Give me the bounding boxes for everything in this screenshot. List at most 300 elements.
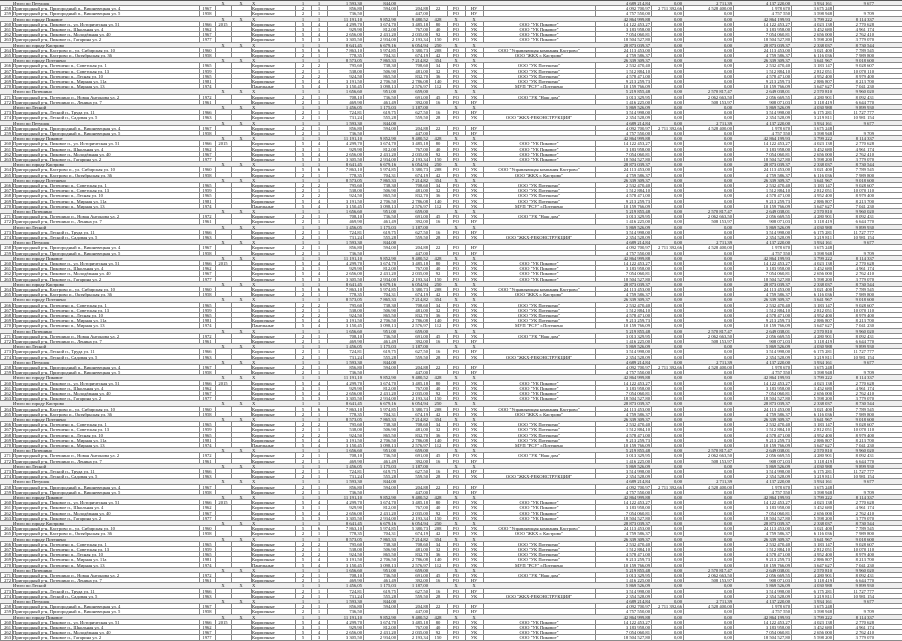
cell-s3: 1 978 670 [771, 6, 790, 12]
cell-x2: X [239, 375, 243, 381]
cell-sum1: 4 759 586,37 [625, 172, 650, 178]
cell-sum1: 9 213 259,73 [625, 437, 650, 443]
cell-area2: 594,00 [383, 6, 396, 12]
cell-year: 1981 [202, 79, 212, 84]
cell-s3: 4 137 220,00 [765, 120, 790, 126]
cell-area3: 1 187,00 [411, 344, 428, 350]
cell-no: 263 [4, 37, 11, 43]
cell-res: РО [453, 302, 459, 308]
cell-area3: 447,00 [415, 609, 428, 615]
cell-res: РО [453, 219, 459, 225]
cell-address: Пригородный р-н, Потешено п., Советская ул. 1 [13, 63, 107, 69]
cell-area3: 659,00 [415, 209, 428, 214]
cell-manage: УК [470, 427, 478, 433]
cell-floors: 2 [301, 609, 305, 615]
cell-mat: Кирпичные [252, 73, 275, 79]
cell-v: 0,00 [673, 505, 682, 511]
cell-address: Пригородный р-н, Потешено п., Мирная ул. 13 [13, 443, 105, 448]
cell-area2: 7 865,33 [379, 58, 396, 64]
cell-s3: 7 054 060,81 [765, 271, 790, 277]
cell-address: Итого по городу Кастрово [13, 521, 65, 526]
cell-area2: 619,75 [383, 588, 396, 594]
cell-sum1: 14 122 453,27 [623, 380, 650, 386]
cell-floors: 1 [301, 614, 305, 620]
cell-floors: 3 [301, 266, 305, 272]
cell-manage: X [472, 344, 476, 350]
cell-sum1: 4 092 700,97 [625, 125, 650, 131]
cell-s5: 8 092 431 [855, 453, 874, 459]
cell-area3: 5 380,73 [411, 287, 428, 292]
cell-s5: 10 981 154 [853, 474, 874, 480]
cell-area3: 627,50 [415, 588, 428, 594]
cell-v: 0,00 [673, 333, 682, 339]
cell-s4: 2 886 807 [813, 437, 832, 443]
cell-s2: 0,00 [723, 105, 732, 110]
cell-area: 778,35 [349, 531, 362, 537]
cell-sum1: 2 532 470,40 [625, 422, 650, 428]
cell-s5: 3 779 070 [855, 157, 874, 162]
cell-res: РО [453, 73, 459, 79]
cell-manage: X [472, 42, 476, 48]
cell-sum1: 5 219 855,48 [625, 567, 650, 573]
cell-s4: 2 570 810 [813, 209, 832, 214]
cell-address: Пригородный р-н, Пригородный п., Вишневецкая ул. 5 [13, 370, 121, 376]
cell-no: 265 [4, 531, 11, 537]
cell-floors: 2 [301, 11, 305, 17]
cell-s3: 2 354 528,09 [765, 593, 790, 599]
cell-area3: 659,00 [415, 328, 428, 334]
cell-x1: X [221, 281, 225, 287]
cell-manage: НУ [470, 588, 478, 594]
cell-s5: 8 213 700 [855, 79, 874, 84]
cell-year: 1958 [202, 131, 212, 136]
cell-area2: 738,30 [383, 183, 396, 188]
cell-sum1: 5 219 855,48 [625, 89, 650, 95]
cell-res: РО [453, 562, 459, 568]
cell-area3: 767,00 [415, 266, 428, 272]
cell-area: 3 191,50 [345, 79, 362, 84]
cell-v: 0,00 [673, 276, 682, 282]
cell-address: Пригородный р-н, Пиковое п., Молодёжная ул. 40 [13, 32, 111, 38]
cell-s5: 9 899 930 [855, 583, 874, 589]
cell-s4: 3 675 248 [813, 245, 832, 251]
cell-area: 3 305,50 [345, 635, 362, 641]
cell-area: 8 641,45 [345, 401, 362, 407]
cell-apts: 250 [434, 401, 442, 407]
cell-sum1: 1 416 225,00 [625, 339, 650, 344]
cell-area2: 844,00 [383, 240, 396, 246]
cell-v: 0,00 [673, 417, 682, 422]
cell-mat: Кирпичные [252, 557, 275, 563]
cell-mat: Кирпичные [252, 37, 275, 43]
cell-s2: 0,00 [723, 188, 732, 194]
cell-area: 3 150,45 [345, 203, 362, 209]
cell-v: 0,00 [673, 53, 682, 58]
cell-s3: 2 354 528,09 [765, 235, 790, 240]
cell-s5: 9 028 607 [855, 422, 874, 428]
cell-res: X [454, 417, 458, 422]
cell-year: 1967 [202, 510, 212, 516]
cell-org: ООО "УК Потешено" [517, 437, 561, 443]
cell-year: 1977 [202, 635, 212, 641]
cell-area: 538,00 [349, 188, 362, 194]
cell-sum1: 2 354 528,09 [625, 593, 650, 599]
cell-mat: Кирпичные [252, 68, 275, 74]
cell-x1: X [221, 58, 225, 64]
cell-address: Итого по городу Потешено [13, 536, 66, 542]
cell-manage: УК [470, 354, 478, 360]
cell-s5: 6 644 770 [855, 339, 874, 344]
cell-v: 0,00 [673, 1, 682, 6]
cell-mat: X [252, 328, 256, 334]
cell-no: 260 [4, 500, 11, 506]
cell-s2: 0,00 [723, 614, 732, 620]
cell-sum1: 4 757 550,00 [625, 11, 650, 17]
cell-res: РО [453, 531, 459, 537]
cell-no: 258 [4, 604, 11, 610]
cell-area3: 1 187,00 [411, 105, 428, 110]
cell-org: ООО "УК Потешено" [517, 68, 561, 74]
cell-mat: X [252, 536, 256, 542]
cell-v: 0,00 [673, 198, 682, 204]
cell-mat: Кирпичные [252, 422, 275, 428]
cell-address: Итого по городу Пиковое [13, 495, 63, 500]
cell-area3: 5 380,73 [411, 406, 428, 412]
cell-s4: 3 598 948 [813, 370, 832, 376]
cell-no: 273 [4, 588, 11, 594]
cell-s5: 9 709 [863, 11, 874, 17]
cell-address: Итого по городу Кастрово [13, 162, 65, 168]
cell-s3: 2 649 038,01 [765, 209, 790, 214]
cell-units: 1 [317, 307, 321, 313]
cell-year: 1974 [202, 203, 212, 209]
cell-address: Пригородный р-н, Пиковое п., Школьная ул. 4 [13, 625, 104, 630]
cell-floors: 2 [301, 6, 305, 12]
cell-manage: УК [470, 214, 478, 220]
cell-year: 1972 [202, 94, 212, 100]
cell-org: ООО "УК Пиковое" [519, 157, 559, 162]
cell-address: Пригородный р-н, Пригородный п., Вишневецкая ул. 4 [13, 6, 121, 12]
cell-s3: 1 978 670 [771, 604, 790, 610]
cell-org: ООО "УК Пиковое" [519, 510, 559, 516]
cell-address: Пригородный р-н, Лесной п., Труда ул. 11 [13, 349, 95, 355]
cell-area: 1 656,60 [345, 89, 362, 95]
cell-s3: 908 071,03 [769, 99, 790, 105]
cell-s4: 4 023 138 [813, 141, 832, 147]
cell-floors: 1 [301, 89, 305, 95]
cell-area3: 392,00 [415, 219, 428, 225]
cell-area: 3 191,50 [345, 318, 362, 324]
cell-year: 1962 [202, 266, 212, 272]
cell-area: 1 593,30 [345, 1, 362, 6]
cell-x2: X [239, 105, 243, 110]
cell-s5: 3 779 070 [855, 515, 874, 521]
cell-sum1: 4 757 550,00 [625, 489, 650, 495]
cell-s3: 4 759 586,37 [765, 531, 790, 537]
cell-org: ООО "УК "Наш дом" [518, 573, 560, 578]
cell-s2: 0,00 [723, 250, 732, 256]
cell-s3: 18 504 527,80 [763, 157, 790, 162]
cell-s5: 8 092 431 [855, 94, 874, 100]
cell-s2: 0,00 [723, 203, 732, 209]
cell-units: 1 [317, 297, 321, 303]
cell-units: 1 [317, 536, 321, 542]
cell-manage: УК [470, 385, 478, 391]
cell-floors: 2 [301, 578, 305, 584]
cell-s2: 0,00 [723, 229, 732, 235]
cell-sum1: 7 054 060,81 [625, 32, 650, 38]
cell-address: Пригородный р-н, Потешено п., Лесная ул. 10 [13, 313, 103, 318]
cell-units: 1 [317, 328, 321, 334]
cell-res: X [454, 495, 458, 500]
cell-area3: 204,88 [415, 6, 428, 12]
cell-s2: 2 570 817,47 [707, 448, 732, 454]
cell-apts: 208 [434, 526, 442, 532]
cell-year: 1960 [202, 406, 212, 412]
cell-area: 1 456,05 [345, 344, 362, 350]
cell-sum1: 4 689 214,84 [625, 359, 650, 365]
cell-s3: 42 864 199,93 [763, 136, 790, 142]
cell-s3: 5 869 526,09 [765, 105, 790, 110]
cell-area: 11 191,10 [343, 375, 362, 381]
cell-res: X [454, 583, 458, 589]
cell-v: 0,00 [673, 359, 682, 365]
cell-area3: 2 035,00 [411, 391, 428, 396]
cell-area: 8 641,45 [345, 521, 362, 526]
cell-s2: 0,00 [723, 474, 732, 480]
cell-x1: 2015 [218, 380, 228, 386]
cell-s2: 0,00 [723, 73, 732, 79]
cell-s4: 4 030 988 [813, 463, 832, 469]
cell-s4: 3 183 147 [813, 183, 832, 188]
cell-s2: 2 711,39 [716, 120, 732, 126]
cell-year: 1958 [202, 370, 212, 376]
cell-area3: 392,00 [415, 339, 428, 344]
cell-sum1: 10 159 766,09 [623, 562, 650, 568]
cell-no: 270 [4, 84, 11, 90]
cell-year: 1981 [202, 318, 212, 324]
cell-no: 262 [4, 391, 11, 396]
cell-apts: 22 [435, 484, 441, 490]
cell-units: 1 [317, 131, 321, 136]
cell-s4: 3 183 147 [813, 422, 832, 428]
cell-s5: 9 960 020 [855, 567, 874, 573]
cell-s3: 4 578 471,00 [765, 313, 790, 318]
cell-s3: 24 113 453,00 [763, 167, 790, 173]
cell-s5: 9 899 930 [855, 105, 874, 110]
cell-units: 1 [317, 240, 321, 246]
cell-s5: 8 730 544 [855, 162, 874, 168]
cell-floors: 1 [301, 209, 305, 214]
cell-floors: 2 [301, 552, 305, 558]
cell-no: 273 [4, 110, 11, 116]
cell-floors: 2 [301, 370, 305, 376]
cell-floors: 5 [301, 37, 305, 43]
cell-address: Пригородный р-н, Потешено п., Лесная ул. 10 [13, 432, 103, 438]
cell-v: 0,00 [673, 469, 682, 474]
cell-s3: 7 054 060,81 [765, 32, 790, 38]
cell-s2: 0,00 [723, 47, 732, 53]
cell-year: 1965 [202, 63, 212, 69]
cell-area: 4 299,70 [345, 261, 362, 266]
cell-x1: X [221, 120, 225, 126]
cell-x1: X [221, 136, 225, 142]
cell-s3: 5 869 526,09 [765, 583, 790, 589]
cell-s3: 1 978 670 [771, 245, 790, 251]
cell-mat: Кирпичные [252, 380, 275, 386]
cell-mat: X [252, 58, 256, 64]
cell-address: Пригородный р-н, Потешено п., Советская ул. 13 [13, 547, 110, 552]
cell-s3: 4 759 586,37 [765, 172, 790, 178]
cell-area2: 2 706,50 [379, 437, 396, 443]
cell-mat: X [252, 479, 256, 485]
cell-s3: 2 532 470,40 [765, 183, 790, 188]
cell-mat: X [252, 136, 256, 142]
cell-manage: X [472, 328, 476, 334]
cell-s3: 4 757 550 [771, 11, 790, 17]
cell-s2: 2 711,39 [716, 599, 732, 604]
cell-address: Пригородный р-н, Пригородный п., Вишневецкая ул. 4 [13, 604, 121, 610]
cell-no: 274 [4, 115, 11, 121]
cell-year: 1966 [202, 21, 212, 27]
cell-address: Итого по Потешино [13, 448, 53, 454]
cell-manage: УК [470, 437, 478, 443]
cell-x1: X [221, 401, 225, 407]
cell-floors: 5 [301, 271, 305, 277]
cell-units: 1 [317, 370, 321, 376]
cell-floors: 5 [301, 562, 305, 568]
cell-s4: 3 183 147 [813, 302, 832, 308]
cell-area3: 2 035,00 [411, 151, 428, 157]
cell-s3: 3 183 958,00 [765, 385, 790, 391]
cell-s3: 10 159 766,09 [763, 562, 790, 568]
cell-sum1: 2 532 470,40 [625, 541, 650, 547]
cell-sum1: 1 416 225,00 [625, 219, 650, 225]
cell-s3: 4 759 586,37 [765, 411, 790, 417]
cell-s5: 2 770 628 [855, 261, 874, 266]
cell-s2: 0,00 [723, 625, 732, 630]
cell-no: 262 [4, 630, 11, 636]
cell-v: 0,00 [673, 474, 682, 480]
cell-s4: 3 452 680 [813, 27, 832, 32]
cell-units: 2 [317, 432, 321, 438]
cell-year: 1967 [202, 365, 212, 370]
cell-s3: 4 757 550 [771, 609, 790, 615]
cell-s3: 2 056 669,55 [765, 573, 790, 578]
cell-s5: 6 644 770 [855, 458, 874, 464]
cell-res: РО [453, 68, 459, 74]
cell-year: 1958 [202, 53, 212, 58]
cell-org: ООО "УК Пиковое" [519, 21, 559, 27]
cell-s2: 0,00 [723, 588, 732, 594]
cell-area3: 832,70 [415, 73, 428, 79]
cell-no: 267 [4, 188, 11, 194]
cell-s2: 0,00 [723, 297, 732, 303]
cell-apts: 40 [435, 146, 441, 152]
cell-floors: 2 [301, 313, 305, 318]
cell-sum1: 14 122 453,27 [623, 141, 650, 147]
cell-area: 736,50 [349, 609, 362, 615]
cell-s5: 9 677 [863, 599, 874, 604]
cell-area: 778,35 [349, 53, 362, 58]
cell-year: 1958 [202, 292, 212, 298]
cell-floors: 5 [301, 141, 305, 147]
cell-address: Пригородный р-н, Пиковое п., ул. Историческая ул. 51 [13, 380, 120, 386]
cell-mat: Кирпичные [252, 609, 275, 615]
cell-units: 4 [317, 271, 321, 277]
cell-area3: 2 035,00 [411, 32, 428, 38]
cell-units: 1 [317, 359, 321, 365]
cell-mat: Кирпичные [252, 115, 275, 121]
cell-res: РО [453, 276, 459, 282]
cell-area3: 708,60 [415, 63, 428, 69]
cell-s2: 0,00 [723, 266, 732, 272]
cell-manage: УК [470, 531, 478, 537]
cell-s3: 4 757 550 [771, 131, 790, 136]
cell-area2: 506,90 [383, 307, 396, 313]
cell-s2: 0,00 [723, 463, 732, 469]
cell-s5: 4 961 174 [855, 146, 874, 152]
cell-res: РО [453, 411, 459, 417]
cell-s3: 9 213 259,73 [765, 557, 790, 563]
cell-area: 7 863,10 [345, 167, 362, 173]
cell-manage: X [472, 89, 476, 95]
cell-x1: X [221, 224, 225, 230]
cell-year: 1967 [202, 271, 212, 277]
cell-no: 261 [4, 27, 11, 32]
cell-area3: 708,60 [415, 422, 428, 428]
cell-units: 1 [317, 339, 321, 344]
cell-no: 274 [4, 235, 11, 240]
cell-year: 1962 [202, 625, 212, 630]
cell-apts: 250 [434, 42, 442, 48]
cell-address: Пригородный р-н, Потешено п., Советская ул. 13 [13, 307, 110, 313]
cell-s4: 2 886 807 [813, 198, 832, 204]
cell-area3: 2 035,00 [411, 630, 428, 636]
cell-sum1: 42 864 999,88 [623, 614, 650, 620]
cell-v: 0,00 [673, 240, 682, 246]
cell-apts: 40 [435, 505, 441, 511]
cell-v: 0,00 [673, 458, 682, 464]
cell-s4: 3 675 248 [813, 604, 832, 610]
cell-area: 929,90 [349, 505, 362, 511]
cell-v: 0,00 [673, 536, 682, 542]
cell-s2: 0,00 [723, 349, 732, 355]
cell-s2: 2 062 663,50 [707, 214, 732, 220]
cell-area3: 2 576,97 [411, 203, 428, 209]
cell-units: 1 [317, 427, 321, 433]
cell-s4: 3 118 419 [813, 219, 832, 225]
cell-res: РО [453, 432, 459, 438]
cell-floors: 2 [301, 531, 305, 537]
cell-area3: 7 214,82 [411, 177, 428, 183]
cell-s5: 8 979 400 [855, 193, 874, 199]
cell-res: РО [453, 235, 459, 240]
cell-no: 258 [4, 365, 11, 370]
cell-res: РО [453, 115, 459, 121]
cell-s2: 0,00 [723, 521, 732, 526]
cell-manage: X [472, 16, 476, 22]
cell-apts: 34 [435, 302, 441, 308]
cell-address: Пригородный р-н, Лесной п., Садовая ул. 5 [13, 474, 98, 480]
cell-res: РО [453, 588, 459, 594]
cell-res: РО [453, 146, 459, 152]
cell-units: 1 [317, 172, 321, 178]
cell-area2: 461,49 [383, 578, 396, 584]
cell-manage: НУ [470, 458, 478, 464]
cell-org: ООО "УК Потешено" [517, 432, 561, 438]
cell-res: РО [453, 609, 459, 615]
